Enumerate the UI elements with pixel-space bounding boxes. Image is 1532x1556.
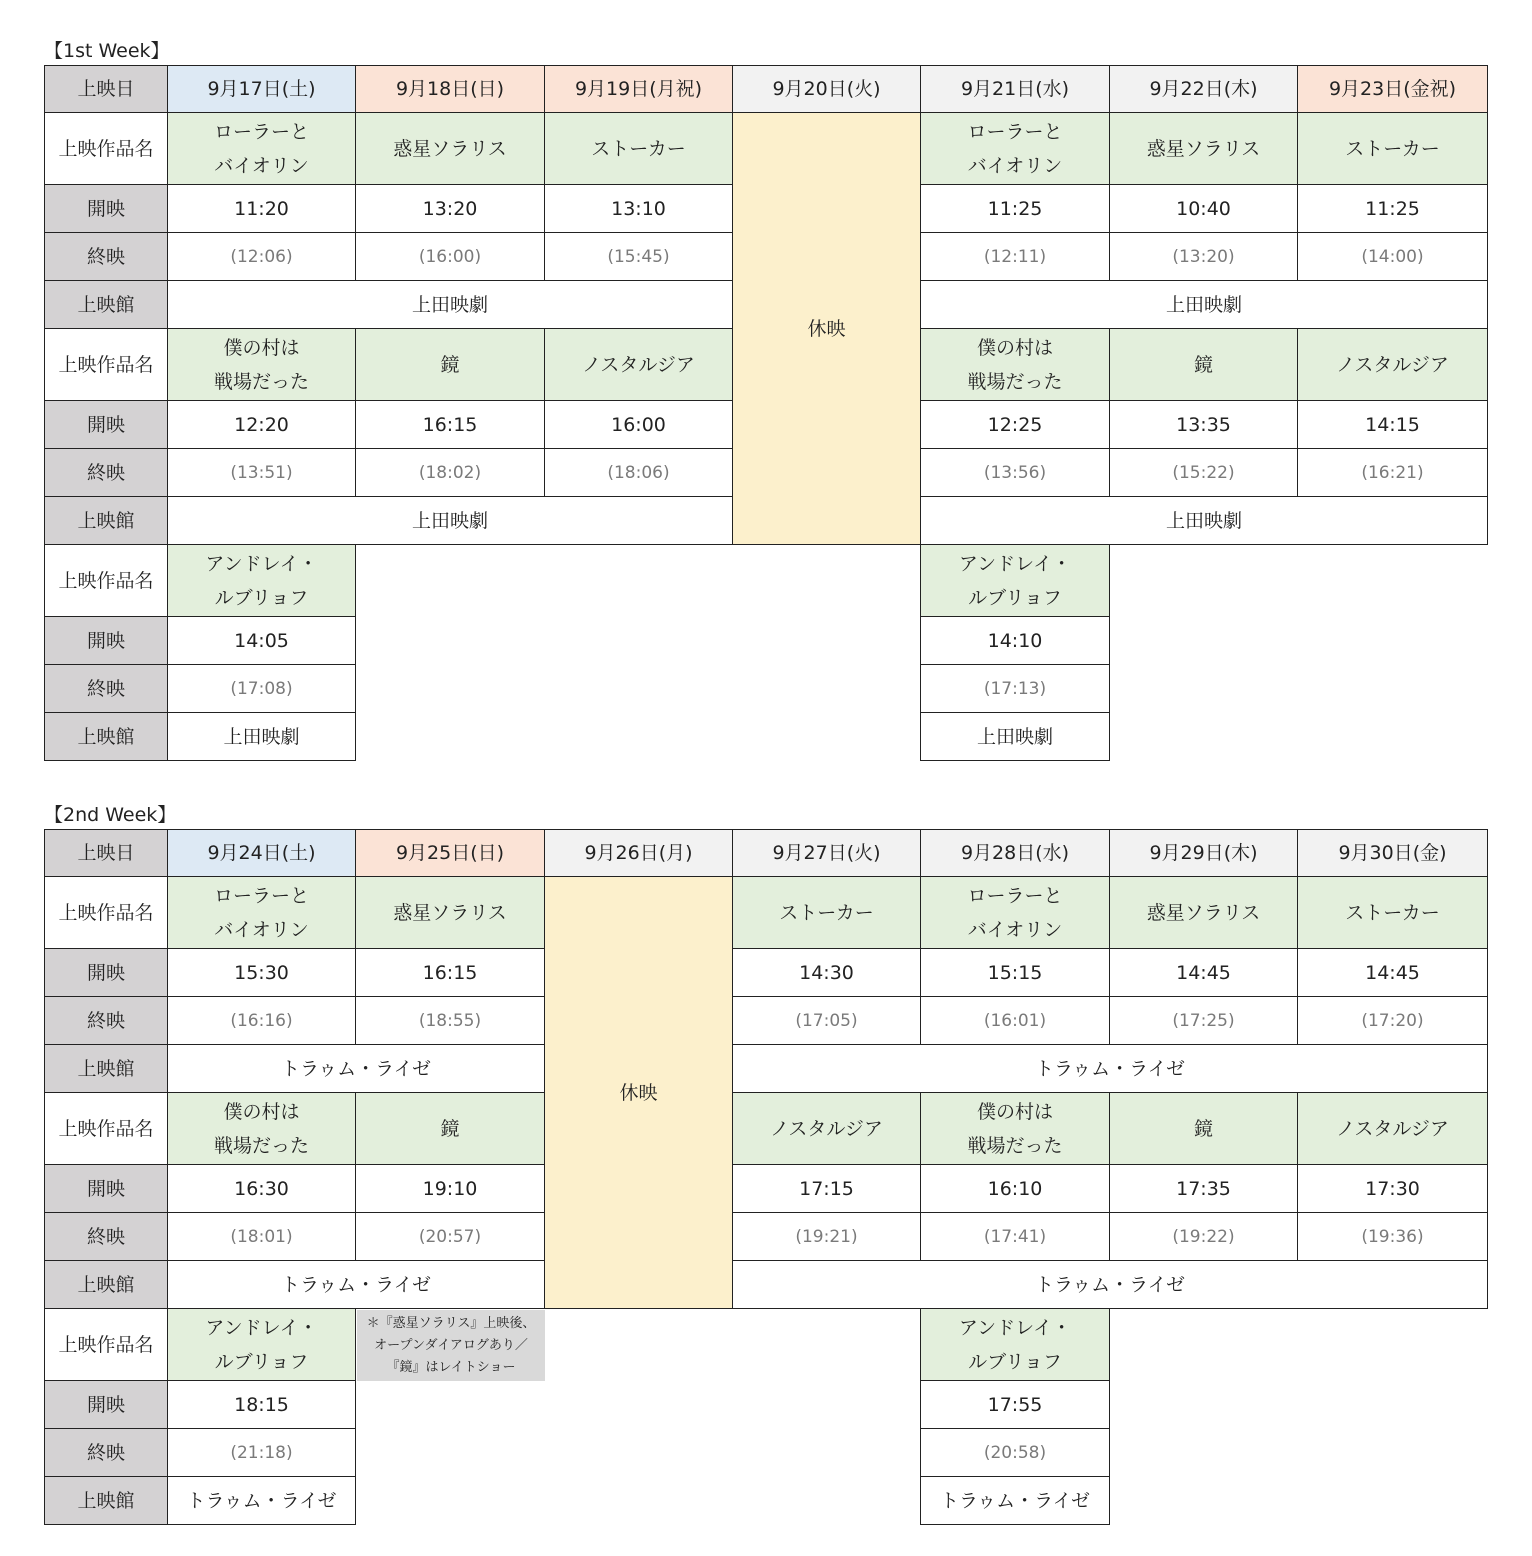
start-time: 12:20 (168, 401, 356, 449)
film-cell: ノスタルジア (545, 329, 733, 401)
start-time: 16:15 (356, 949, 545, 997)
day-header: 9月27日(火) (733, 829, 921, 877)
end-time: (16:21) (1298, 449, 1488, 497)
end-time: (13:51) (168, 449, 356, 497)
start-time: 13:10 (545, 185, 733, 233)
venue-cell: トラゥム・ライゼ (920, 1477, 1110, 1525)
end-time: (19:22) (1110, 1213, 1298, 1261)
label-venue: 上映館 (44, 497, 168, 545)
label-start: 開映 (44, 617, 168, 665)
label-start: 開映 (44, 949, 168, 997)
closed-cell: 休映 (545, 877, 733, 1309)
start-time: 14:45 (1110, 949, 1298, 997)
end-time: (20:58) (920, 1429, 1110, 1477)
label-film: 上映作品名 (44, 545, 168, 617)
label-venue: 上映館 (44, 713, 168, 761)
film-cell: 鏡 (356, 329, 545, 401)
day-header: 9月21日(水) (921, 65, 1110, 113)
end-time: (15:22) (1110, 449, 1298, 497)
label-venue: 上映館 (44, 1261, 168, 1309)
end-time: (19:21) (733, 1213, 921, 1261)
screening-note: ＊『惑星ソラリス』上映後、 オープンダイアログあり／ 『鏡』はレイトショー (357, 1310, 545, 1381)
start-time: 14:10 (920, 617, 1110, 665)
label-date: 上映日 (44, 65, 168, 113)
week2-schedule-table (44, 829, 1488, 1512)
film-cell: ローラーと バイオリン (168, 877, 356, 949)
end-time: (18:02) (356, 449, 545, 497)
label-start: 開映 (44, 401, 168, 449)
week1-schedule-table (44, 65, 1488, 748)
start-time: 16:30 (168, 1165, 356, 1213)
day-header: 9月24日(土) (168, 829, 356, 877)
film-cell: アンドレイ・ ルブリョフ (920, 1309, 1110, 1381)
end-time: (16:00) (356, 233, 545, 281)
end-time: (17:05) (733, 997, 921, 1045)
day-header: 9月22日(木) (1110, 65, 1298, 113)
start-time: 14:15 (1298, 401, 1488, 449)
film-cell: アンドレイ・ ルブリョフ (168, 545, 356, 617)
start-time: 16:00 (545, 401, 733, 449)
venue-cell: トラゥム・ライゼ (168, 1477, 356, 1525)
label-date: 上映日 (44, 829, 168, 877)
label-film: 上映作品名 (44, 113, 168, 185)
film-cell: ストーカー (1298, 877, 1488, 949)
start-time: 17:30 (1298, 1165, 1488, 1213)
start-time: 16:10 (921, 1165, 1110, 1213)
end-time: (12:06) (168, 233, 356, 281)
start-time: 11:25 (1298, 185, 1488, 233)
closed-cell: 休映 (733, 113, 921, 545)
label-end: 終映 (44, 1213, 168, 1261)
film-cell: ローラーと バイオリン (168, 113, 356, 185)
start-time: 14:05 (168, 617, 356, 665)
film-cell: アンドレイ・ ルブリョフ (920, 545, 1110, 617)
start-time: 13:35 (1110, 401, 1298, 449)
day-header: 9月30日(金) (1298, 829, 1488, 877)
end-time: (14:00) (1298, 233, 1488, 281)
end-time: (13:20) (1110, 233, 1298, 281)
film-cell: 僕の村は 戦場だった (168, 329, 356, 401)
end-time: (20:57) (356, 1213, 545, 1261)
end-time: (17:25) (1110, 997, 1298, 1045)
start-time: 17:15 (733, 1165, 921, 1213)
start-time: 17:55 (920, 1381, 1110, 1429)
end-time: (17:08) (168, 665, 356, 713)
label-film: 上映作品名 (44, 1309, 168, 1381)
start-time: 14:45 (1298, 949, 1488, 997)
label-start: 開映 (44, 1165, 168, 1213)
day-header: 9月19日(月祝) (545, 65, 733, 113)
day-header: 9月20日(火) (733, 65, 921, 113)
start-time: 16:15 (356, 401, 545, 449)
start-time: 13:20 (356, 185, 545, 233)
venue-cell: 上田映劇 (921, 281, 1488, 329)
end-time: (16:01) (921, 997, 1110, 1045)
venue-cell: トラゥム・ライゼ (733, 1045, 1488, 1093)
end-time: (18:55) (356, 997, 545, 1045)
day-header: 9月18日(日) (356, 65, 545, 113)
label-venue: 上映館 (44, 281, 168, 329)
venue-cell: トラゥム・ライゼ (168, 1045, 545, 1093)
venue-cell: 上田映劇 (168, 497, 733, 545)
label-start: 開映 (44, 185, 168, 233)
label-end: 終映 (44, 997, 168, 1045)
film-cell: 僕の村は 戦場だった (921, 1093, 1110, 1165)
label-end: 終映 (44, 233, 168, 281)
venue-cell: トラゥム・ライゼ (168, 1261, 545, 1309)
end-time: (13:56) (921, 449, 1110, 497)
film-cell: 僕の村は 戦場だった (168, 1093, 356, 1165)
film-cell: 惑星ソラリス (1110, 113, 1298, 185)
end-time: (16:16) (168, 997, 356, 1045)
day-header: 9月23日(金祝) (1298, 65, 1488, 113)
film-cell: 惑星ソラリス (356, 877, 545, 949)
label-end: 終映 (44, 665, 168, 713)
end-time: (17:13) (920, 665, 1110, 713)
start-time: 15:30 (168, 949, 356, 997)
end-time: (19:36) (1298, 1213, 1488, 1261)
film-cell: 僕の村は 戦場だった (921, 329, 1110, 401)
day-header: 9月26日(月) (545, 829, 733, 877)
start-time: 15:15 (921, 949, 1110, 997)
week1-title: 【1st Week】 (44, 40, 170, 62)
film-cell: ノスタルジア (733, 1093, 921, 1165)
day-header: 9月25日(日) (356, 829, 545, 877)
week2-title: 【2nd Week】 (44, 804, 177, 826)
start-time: 10:40 (1110, 185, 1298, 233)
venue-cell: 上田映劇 (921, 497, 1488, 545)
film-cell: ローラーと バイオリン (921, 113, 1110, 185)
label-start: 開映 (44, 1381, 168, 1429)
label-end: 終映 (44, 449, 168, 497)
venue-cell: 上田映劇 (168, 713, 356, 761)
end-time: (17:41) (921, 1213, 1110, 1261)
venue-cell: トラゥム・ライゼ (733, 1261, 1488, 1309)
label-film: 上映作品名 (44, 877, 168, 949)
film-cell: アンドレイ・ ルブリョフ (168, 1309, 356, 1381)
day-header: 9月28日(水) (921, 829, 1110, 877)
start-time: 11:25 (921, 185, 1110, 233)
start-time: 17:35 (1110, 1165, 1298, 1213)
start-time: 19:10 (356, 1165, 545, 1213)
venue-cell: 上田映劇 (168, 281, 733, 329)
day-header: 9月17日(土) (168, 65, 356, 113)
film-cell: ストーカー (1298, 113, 1488, 185)
end-time: (12:11) (921, 233, 1110, 281)
film-cell: 惑星ソラリス (1110, 877, 1298, 949)
venue-cell: 上田映劇 (920, 713, 1110, 761)
film-cell: 鏡 (356, 1093, 545, 1165)
film-cell: ローラーと バイオリン (921, 877, 1110, 949)
start-time: 18:15 (168, 1381, 356, 1429)
end-time: (15:45) (545, 233, 733, 281)
film-cell: ストーカー (545, 113, 733, 185)
start-time: 11:20 (168, 185, 356, 233)
label-end: 終映 (44, 1429, 168, 1477)
end-time: (21:18) (168, 1429, 356, 1477)
end-time: (17:20) (1298, 997, 1488, 1045)
end-time: (18:01) (168, 1213, 356, 1261)
film-cell: ノスタルジア (1298, 329, 1488, 401)
end-time: (18:06) (545, 449, 733, 497)
film-cell: 鏡 (1110, 1093, 1298, 1165)
label-venue: 上映館 (44, 1045, 168, 1093)
start-time: 12:25 (921, 401, 1110, 449)
label-film: 上映作品名 (44, 329, 168, 401)
start-time: 14:30 (733, 949, 921, 997)
label-film: 上映作品名 (44, 1093, 168, 1165)
film-cell: 惑星ソラリス (356, 113, 545, 185)
day-header: 9月29日(木) (1110, 829, 1298, 877)
film-cell: ノスタルジア (1298, 1093, 1488, 1165)
label-venue: 上映館 (44, 1477, 168, 1525)
film-cell: 鏡 (1110, 329, 1298, 401)
film-cell: ストーカー (733, 877, 921, 949)
